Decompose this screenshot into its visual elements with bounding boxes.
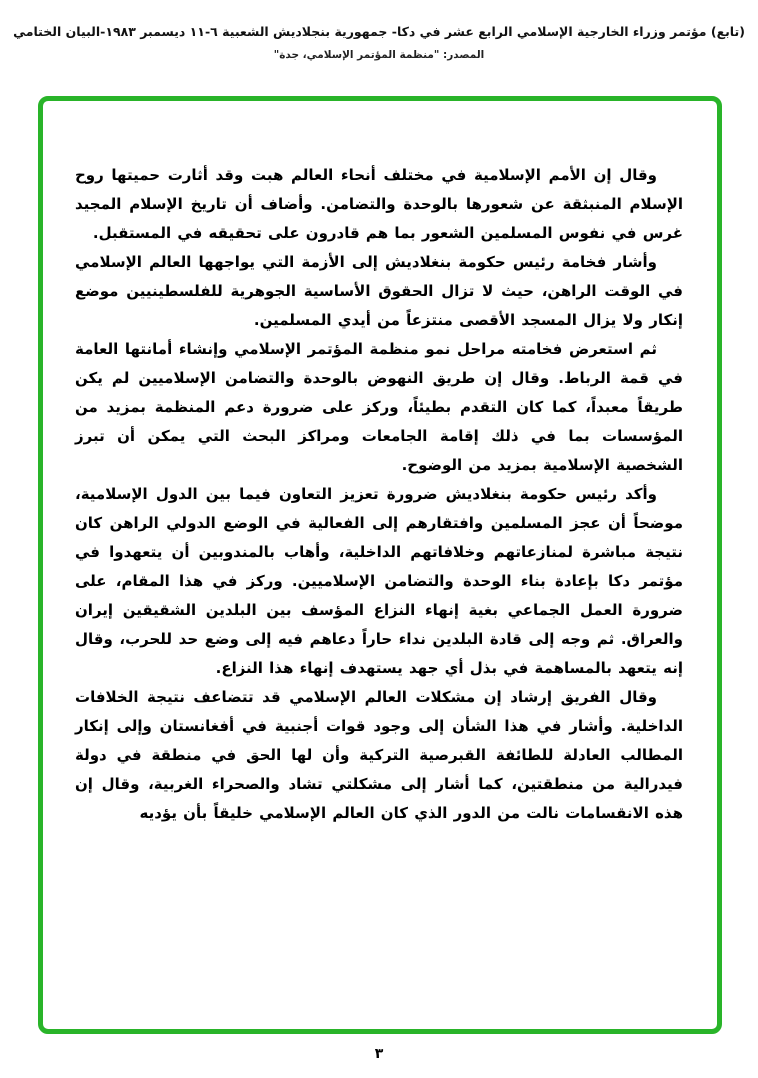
body-paragraph-5: وقال الفريق إرشاد إن مشكلات العالم الإسلامي قد تتضاعف نتيجة الخلافات الداخلية. وأشار في هذا الشأن إلى وجود قوات أجنبية في أفغانستان وإلى إنكار المطالب العادلة للطائفة القبرصية التركية وأن لها الحق في منطقة في دولة فيدرالية من منطقتين، كما أشار إلى مشكلتي تشاد والصحراء الغربية، وقال إن هذه الانقسامات نالت من الدور الذي كان العالم الإسلامي خليقاً بأن يؤديه	[75, 688, 683, 822]
body-paragraph-3: ثم استعرض فخامته مراحل نمو منظمة المؤتمر الإسلامي وإنشاء أمانتها العامة في قمة الرباط. وقال إن طريق النهوض بالوحدة والتضامن الإسلاميين لم يكن طريقاً معبداً، كما كان التقدم بطيئاً، وركز على ضرورة دعم المنظمة بمزيد من المؤسسات بما في ذلك إقامة الجامعات ومراكز البحث التي يمكن أن تبرز الشخصية الإسلامية بمزيد من الوضوح.	[75, 340, 683, 474]
header-source: المصدر: "منظمة المؤتمر الإسلامي، جدة"	[273, 49, 485, 61]
page-number: ٣	[374, 1046, 384, 1062]
document-header	[0, 0, 758, 61]
header-title: (تابع) مؤتمر وزراء الخارجية الإسلامي الرابع عشر في دكا- جمهورية بنجلاديش الشعبية ٦-١١ ديسمبر ١٩٨٣-البيان الختامي	[13, 24, 745, 39]
content-frame	[38, 96, 722, 1034]
body-paragraph-4: وأكد رئيس حكومة بنغلاديش ضرورة تعزيز التعاون فيما بين الدول الإسلامية، موضحاً أن عجز المسلمين وافتقارهم إلى الفعالية في الوضع الدولي الراهن كان نتيجة مباشرة لمنازعاتهم وخلافاتهم الداخلية، وأهاب بالمندوبين أن يتعهدوا في مؤتمر دكا بإعادة بناء الوحدة والتضامن الإسلاميين. وركز في هذا المقام، على ضرورة العمل الجماعي بغية إنهاء النزاع المؤسف بين البلدين الشقيقين إيران والعراق. ثم وجه إلى قادة البلدين نداء حاراً دعاهم فيه إلى وضع حد للحرب، وقال إنه يتعهد بالمساهمة في بذل أي جهد يستهدف إنهاء هذا النزاع.	[75, 485, 683, 677]
body-paragraph-1: وقال إن الأمم الإسلامية في مختلف أنحاء العالم هبت وقد أثارت حميتها روح الإسلام المنبثقة عن شعورها بالوحدة والتضامن. وأضاف أن تاريخ الإسلام المجيد غرس في نفوس المسلمين الشعور بما هم قادرون على تحقيقه في المستقبل.	[75, 166, 683, 242]
body-paragraph-2: وأشار فخامة رئيس حكومة بنغلاديش إلى الأزمة التي يواجهها العالم الإسلامي في الوقت الراهن، حيث لا تزال الحقوق الأساسية الجوهرية للفلسطينيين موضع إنكار ولا يزال المسجد الأقصى منتزعاً من أيدي المسلمين.	[75, 253, 683, 329]
